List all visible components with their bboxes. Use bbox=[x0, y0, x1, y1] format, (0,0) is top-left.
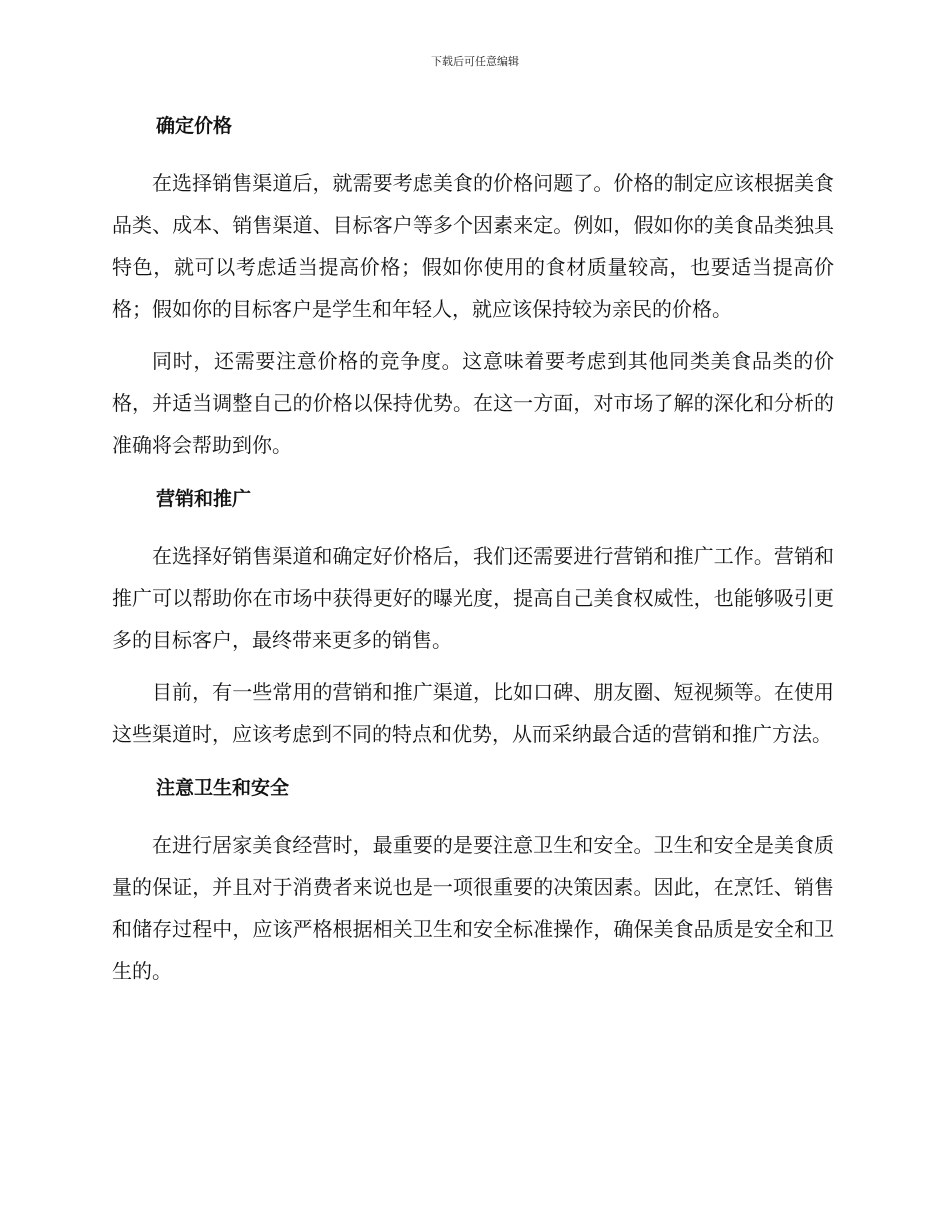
section-heading-hygiene-safety: 注意卫生和安全 bbox=[156, 777, 290, 799]
paragraph: 同时，还需要注意价格的竞争度。这意味着要考虑到其他同类美食品类的价格，并适当调整自己的价格以保持优势。在这一方面，对市场了解的深化和分析的准确将会帮助到你。 bbox=[112, 349, 834, 457]
paragraph: 目前，有一些常用的营销和推广渠道，比如口碑、朋友圈、短视频等。在使用这些渠道时，应该考虑到不同的特点和优势，从而采纳最合适的营销和推广方法。 bbox=[112, 680, 834, 746]
section-heading-marketing: 营销和推广 bbox=[156, 488, 252, 510]
section-heading-pricing: 确定价格 bbox=[156, 115, 233, 137]
paragraph: 在进行居家美食经营时，最重要的是要注意卫生和安全。卫生和安全是美食质量的保证，并且对于消费者来说也是一项很重要的决策因素。因此，在烹饪、销售和储存过程中，应该严格根据相关卫生和安全标准操作，确保美食品质是安全和卫生的。 bbox=[112, 833, 834, 983]
document-body bbox=[112, 105, 834, 1002]
paragraph: 在选择销售渠道后，就需要考虑美食的价格问题了。价格的制定应该根据美食品类、成本、销售渠道、目标客户等多个因素来定。例如，假如你的美食品类独具特色，就可以考虑适当提高价格；假如你使用的食材质量较高，也要适当提高价格；假如你的目标客户是学生和年轻人，就应该保持较为亲民的价格。 bbox=[112, 171, 834, 321]
page-header: 下载后可任意编辑 bbox=[431, 55, 519, 68]
paragraph: 在选择好销售渠道和确定好价格后，我们还需要进行营销和推广工作。营销和推广可以帮助你在市场中获得更好的曝光度，提高自己美食权威性，也能够吸引更多的目标客户，最终带来更多的销售。 bbox=[112, 544, 834, 652]
